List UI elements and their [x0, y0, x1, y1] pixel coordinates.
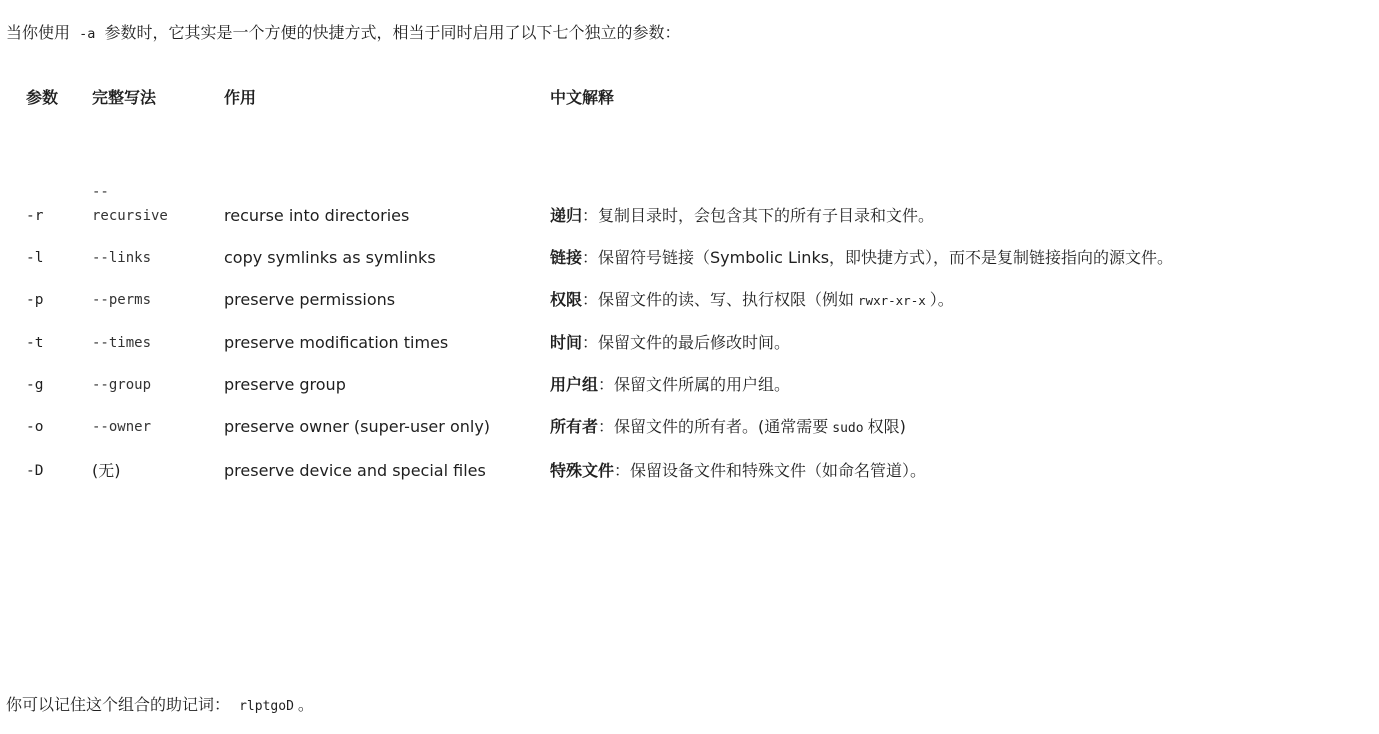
long-text: --times: [92, 335, 152, 351]
effect-text: preserve permissions: [224, 290, 396, 309]
effect-cell: [212, 415, 538, 459]
table-row: [14, 246, 1379, 288]
intro-text-before: 当你使用: [6, 23, 71, 42]
effect-text: copy symlinks as symlinks: [224, 248, 436, 267]
explain-text: ：保留文件的读、写、执行权限（例如: [582, 290, 855, 309]
explain-text: ：保留设备文件和特殊文件（如命名管道）。: [614, 461, 927, 480]
explain-cell: [538, 415, 1379, 459]
intro-text-after: 参数时，它其实是一个方便的快捷方式，相当于同时启用了以下七个独立的参数：: [104, 23, 681, 42]
effect-cell: [212, 180, 538, 246]
header-flag: 参数: [26, 88, 59, 107]
header-long: 完整写法: [92, 88, 157, 107]
effect-cell: [212, 331, 538, 373]
explain-cell: [538, 288, 1379, 331]
long-cell: [80, 246, 212, 288]
explain-cell: [538, 373, 1379, 415]
explain-term: 链接: [550, 248, 583, 267]
explain-term: 递归: [550, 206, 583, 225]
long-text: --group: [92, 377, 152, 393]
flag-cell: [14, 331, 80, 373]
explain-code: rwxr-xr-x: [858, 293, 926, 308]
table-row: [14, 180, 1379, 246]
explain-term: 权限: [550, 290, 583, 309]
long-cell: [80, 415, 212, 459]
effect-text: preserve device and special files: [224, 461, 486, 480]
header-explain: 中文解释: [550, 88, 615, 107]
explain-cell: [538, 246, 1379, 288]
explain-term: 所有者: [550, 417, 599, 436]
long-text: --perms: [92, 292, 152, 308]
outro-text-after: 。: [297, 695, 314, 714]
explain-term: 特殊文件: [550, 461, 615, 480]
effect-text: recurse into directories: [224, 206, 410, 225]
effect-cell: [212, 288, 538, 331]
flag-text: -l: [26, 250, 44, 266]
effect-cell: [212, 373, 538, 415]
flag-cell: [14, 415, 80, 459]
explain-text: ：复制目录时，会包含其下的所有子目录和文件。: [582, 206, 935, 225]
intro-code: -a: [79, 26, 96, 42]
flag-cell: [14, 180, 80, 246]
long-cell: [80, 459, 212, 501]
flag-text: -r: [26, 208, 44, 224]
long-text: (无): [92, 461, 121, 480]
flag-text: -o: [26, 419, 44, 435]
table-row: [14, 373, 1379, 415]
explain-text: ：保留文件的最后修改时间。: [582, 333, 791, 352]
table-row: [14, 288, 1379, 331]
flag-cell: [14, 373, 80, 415]
long-cell: [80, 180, 212, 246]
options-table: [14, 86, 1379, 501]
table-row: [14, 331, 1379, 373]
explain-cell: [538, 331, 1379, 373]
long-cell: [80, 373, 212, 415]
effect-cell: [212, 459, 538, 501]
flag-text: -t: [26, 335, 44, 351]
long-text: --links: [92, 250, 152, 266]
table-row: [14, 415, 1379, 459]
long-cell: [80, 288, 212, 331]
explain-term: 用户组: [550, 375, 599, 394]
outro-code: rlptgoD: [239, 699, 294, 714]
table-row: [14, 459, 1379, 501]
effect-text: preserve group: [224, 375, 346, 394]
explain-text-after: 权限): [867, 417, 906, 436]
table-header-row: [14, 86, 1379, 180]
flag-text: -g: [26, 377, 44, 393]
explain-text: ：保留符号链接（Symbolic Links，即快捷方式），而不是复制链接指向的源文件。: [582, 248, 1174, 267]
long-text: --owner: [92, 419, 152, 435]
flag-text: -p: [26, 292, 44, 308]
explain-text: ：保留文件所属的用户组。: [598, 375, 791, 394]
flag-cell: [14, 246, 80, 288]
flag-cell: [14, 288, 80, 331]
intro-paragraph: [6, 22, 680, 45]
explain-text-after: ）。: [929, 290, 954, 309]
effect-text: preserve owner (super-user only): [224, 417, 491, 436]
long-cell: [80, 331, 212, 373]
explain-code: sudo: [832, 421, 864, 436]
outro-paragraph: [6, 694, 314, 718]
long-prefix: --: [92, 184, 109, 200]
long-text: recursive: [92, 208, 168, 224]
flag-text: -D: [26, 463, 44, 479]
explain-text: ：保留文件的所有者。(通常需要: [598, 417, 829, 436]
explain-term: 时间: [550, 333, 583, 352]
flag-cell: [14, 459, 80, 501]
explain-cell: [538, 459, 1379, 501]
outro-text-before: 你可以记住这个组合的助记词：: [6, 695, 231, 714]
explain-cell: [538, 180, 1379, 246]
header-effect: 作用: [224, 88, 257, 107]
effect-text: preserve modification times: [224, 333, 449, 352]
effect-cell: [212, 246, 538, 288]
